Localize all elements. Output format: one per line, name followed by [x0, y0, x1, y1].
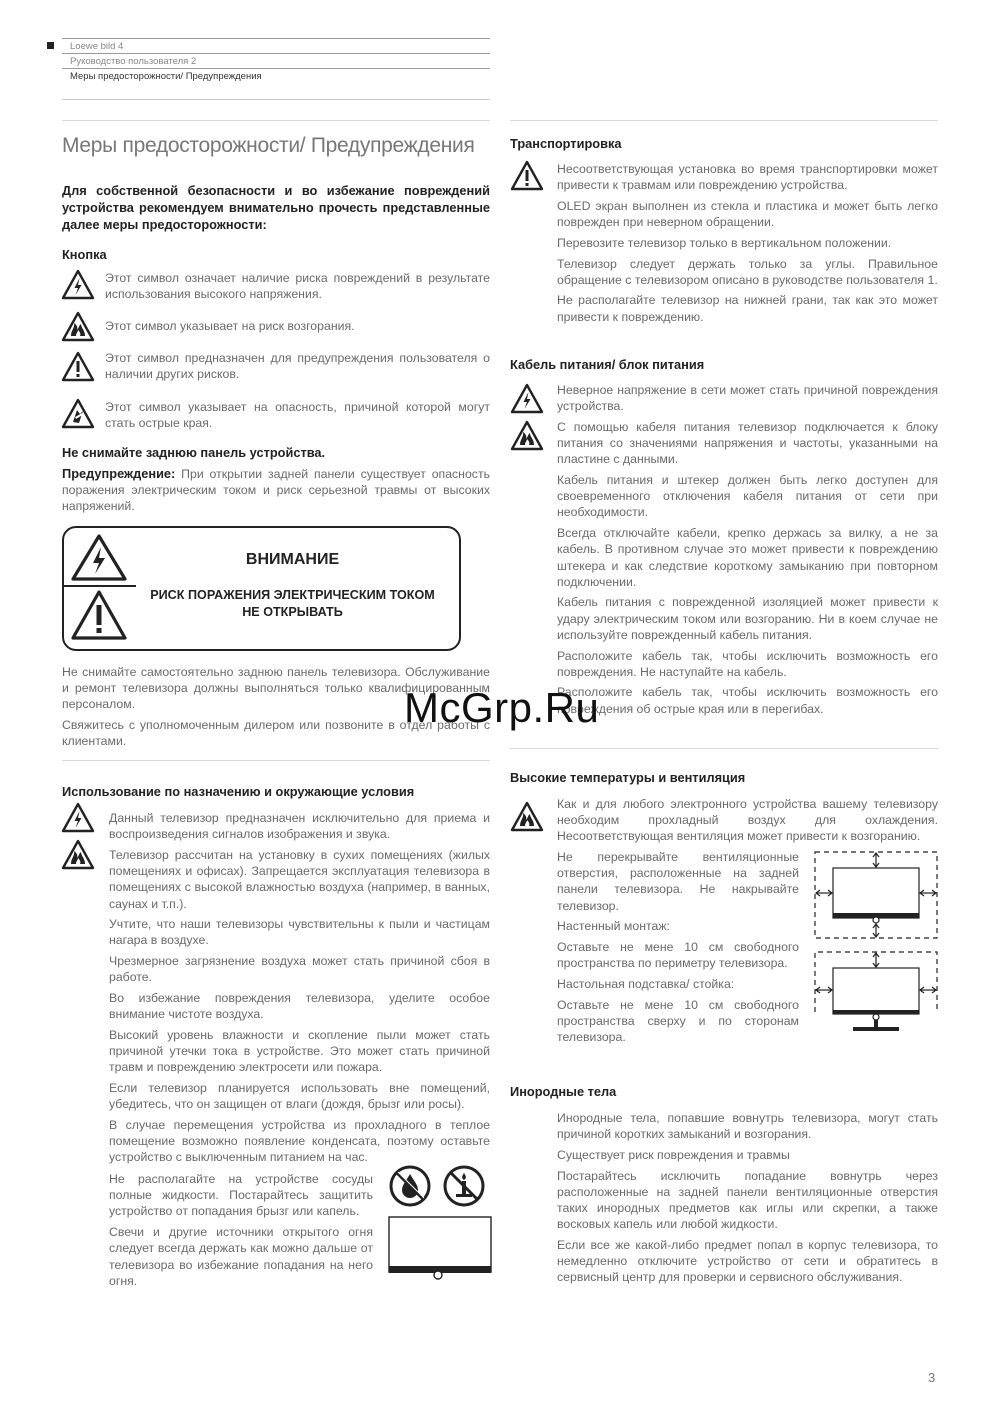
transport-paragraph: Телевизор следует держать только за углы. Правильное обращение с телевизором описано в руководстве пользователя 1.	[557, 256, 938, 287]
header-manual: Руководство пользователя 2	[70, 56, 197, 67]
usage-narrow-text	[109, 1171, 373, 1293]
header-rule	[62, 53, 490, 54]
page-number: 3	[928, 1370, 936, 1385]
usage-paragraph: Чрезмерное загрязнение воздуха может стать причиной сбоя в работе.	[109, 954, 490, 985]
foreign-paragraph: Постарайтесь исключить попадание вовнутрь через расположенные на задней панели вентиляционные отверстия таких инородных предметов как иглы или скрепки, а также восковых капель или любой жидкости.	[557, 1168, 938, 1232]
knopka-item-voltage: Этот символ означает наличие риска повреждений в результате использования высокого напряжения.	[105, 271, 490, 302]
page-title: Меры предосторожности/ Предупреждения	[62, 134, 475, 157]
usage-paragraph: Не располагайте на устройстве сосуды полные жидкости. Постарайтесь защитить устройство от попадания брызг или капель.	[109, 1172, 373, 1219]
wall-mount-clearance-diagram	[813, 850, 939, 940]
watermark: McGrp.Ru	[404, 684, 600, 731]
knopka-heading: Кнопка	[62, 247, 107, 262]
power-paragraph: Неверное напряжение в сети может стать причиной повреждения устройства.	[557, 383, 938, 414]
no-open-flame-icon	[442, 1164, 486, 1208]
usage-heading: Использование по назначению и окружающие условия	[62, 784, 415, 799]
high-voltage-icon	[61, 802, 95, 833]
heat-heading: Высокие температуры и вентиляция	[510, 770, 746, 785]
section-divider-right	[510, 748, 938, 749]
power-paragraph: Расположите кабель так, чтобы исключить возможность его повреждения. Не наступайте на кабель.	[557, 648, 938, 679]
usage-paragraph: Если телевизор планируется использовать вне помещений, убедитесь, что он защищен от влаги (дождя, брызг или росы).	[109, 1081, 490, 1112]
knopka-item-fire: Этот символ указывает на риск возгорания.	[105, 319, 355, 333]
top-divider-right	[510, 120, 938, 121]
sharp-edge-icon	[61, 398, 95, 429]
fire-icon	[510, 420, 544, 451]
top-divider-left	[62, 120, 490, 121]
no-liquid-icon	[388, 1164, 432, 1208]
warning-text: При открытии задней панели существует опасность поражения электрическим током и риск серьезной травмы от высоких напряжений.	[62, 467, 490, 514]
fire-icon	[61, 311, 95, 342]
header-brand: Loewe bild 4	[70, 41, 124, 52]
back-panel-p2: Свяжитесь с уполномоченным дилером или позвоните в отдел работы с клиентами.	[62, 718, 490, 749]
caution-box-divider	[64, 585, 136, 587]
header-bullet	[47, 42, 54, 49]
fire-icon	[510, 801, 544, 832]
power-paragraph: Расположите кабель так, чтобы исключить возможность его повреждения об острые края или в перегибах.	[557, 685, 938, 716]
heat-narrow-text	[557, 849, 799, 1050]
transport-text	[557, 161, 938, 329]
knopka-item-other: Этот символ предназначен для предупреждения пользователя о наличии других рисков.	[105, 351, 490, 382]
foreign-paragraph: Существует риск повреждения и травмы	[557, 1147, 790, 1162]
foreign-paragraph: Если все же какой-либо предмет попал в корпус телевизора, то немедленно отключите устройство от сети и обратитесь в сервисный центр для проверки и сервисного обслуживания.	[557, 1237, 938, 1285]
tv-front-illustration	[388, 1216, 492, 1282]
warning-icon	[510, 160, 544, 191]
header-rule	[62, 38, 490, 39]
high-voltage-icon	[61, 269, 95, 300]
heat-paragraph: Не перекрывайте вентиляционные отверстия, расположенные на задней панели телевизора. Не накрывайте телевизор.	[557, 850, 799, 913]
usage-paragraph: Свечи и другие источники открытого огня следует всегда держать как можно дальше от телевизора во избежание попадания на него огня.	[109, 1225, 373, 1288]
heat-p1: Как и для любого электронного устройства вашему телевизору необходим прохладный воздух для охлаждения. Несоответствующая вентиляция может привести к возгоранию.	[557, 797, 938, 844]
power-paragraph: С помощью кабеля питания телевизор подключается к блоку питания со значениями напряжения и частоты, указанными на пластине с данными.	[557, 419, 938, 467]
foreign-paragraph: Инородные тела, попавшие вовнутрь телевизора, могут стать причиной коротких замыканий и возгорания.	[557, 1111, 938, 1142]
usage-paragraph: Данный телевизор предназначен исключительно для приема и воспроизведения сигналов изображения и звука.	[109, 811, 490, 842]
heat-paragraph: Настенный монтаж:	[557, 919, 670, 934]
usage-paragraph: Высокий уровень влажности и скопление пыли может стать причиной утечки тока в устройстве. Это может стать причиной травм и повреждению электросети или пожара.	[109, 1027, 490, 1075]
section-divider-left	[62, 760, 490, 761]
transport-heading: Транспортировка	[510, 136, 622, 151]
usage-paragraph: Учтите, что наши телевизоры чувствительны к пыли и частицам нагара в воздухе.	[109, 917, 490, 948]
stand-clearance-diagram	[813, 950, 939, 1032]
usage-paragraph: Во избежание повреждения телевизора, уделите особое внимание чистоте воздуха.	[109, 991, 490, 1022]
header-rule	[62, 68, 490, 69]
caution-line2: НЕ ОТКРЫВАТЬ	[242, 605, 343, 619]
fire-icon	[61, 839, 95, 870]
heat-paragraph: Оставьте не мене 10 см свободного пространства сверху и по сторонам телевизора.	[557, 997, 799, 1045]
caution-line1: РИСК ПОРАЖЕНИЯ ЭЛЕКТРИЧЕСКИМ ТОКОМ	[150, 588, 435, 602]
header-section: Меры предосторожности/ Предупреждения	[70, 71, 262, 82]
transport-paragraph: OLED экран выполнен из стекла и пластика и может быть легко поврежден при неверном обращении.	[557, 198, 938, 230]
knopka-item-sharp: Этот символ указывает на опасность, причиной которой могут стать острые края.	[105, 400, 490, 431]
power-text	[557, 382, 938, 721]
power-heading: Кабель питания/ блок питания	[510, 357, 705, 372]
power-paragraph: Кабель питания и штекер должен быть легко доступен для своевременного отключения кабеля питания от сети при необходимости.	[557, 473, 938, 520]
warning-label: Предупреждение:	[62, 466, 176, 481]
usage-text	[109, 810, 490, 1170]
transport-paragraph: Несоответствующая установка во время транспортировки может привести к травмам или повреждению устройства.	[557, 162, 938, 193]
intro-text: Для собственной безопасности и во избежание повреждений устройства рекомендуем внимательно прочесть представленные далее меры предосторожности:	[62, 183, 490, 232]
caution-title: ВНИМАНИЕ	[245, 551, 340, 568]
header-rule	[62, 99, 490, 100]
warning-icon	[70, 589, 128, 641]
high-voltage-icon	[510, 383, 544, 414]
transport-paragraph: Перевозите телевизор только в вертикальном положении.	[557, 235, 892, 250]
high-voltage-icon	[70, 533, 128, 582]
warning-icon	[61, 351, 95, 382]
transport-paragraph: Не располагайте телевизор на нижней грани, так как это может привести к повреждению.	[557, 293, 938, 324]
usage-paragraph: В случае перемещения устройства из прохладного в теплое помещение возможно появление конденсата, поэтому оставьте устройство с выключенным питанием на час.	[109, 1117, 490, 1165]
heat-paragraph: Оставьте не мене 10 см свободного пространства по периметру телевизора.	[557, 940, 799, 971]
power-paragraph: Всегда отключайте кабели, крепко держась за вилку, а не за кабель. В противном случае это может привести к повреждению штекера и как следствие короткому замыканию при повторном подключении.	[557, 526, 938, 589]
power-paragraph: Кабель питания с поврежденной изоляцией может привести к удару электрическим током или возгоранию. Ни в коем случае не используйте поврежденный кабель питания.	[557, 595, 938, 642]
back-panel-p1: Не снимайте самостоятельно заднюю панель телевизора. Обслуживание и ремонт телевизора должны выполняться только квалифицированным персоналом.	[62, 665, 490, 712]
heat-paragraph: Настольная подставка/ стойка:	[557, 976, 735, 991]
usage-paragraph: Телевизор рассчитан на установку в сухих помещениях (жилых помещениях и офисах). Запрещается эксплуатация телевизора в помещениях с высокой влажностью воздуха (например, в ванных, саунах и т.п.).	[109, 847, 490, 911]
back-panel-warning	[62, 466, 490, 515]
foreign-heading: Инородные тела	[510, 1084, 617, 1099]
foreign-text	[557, 1110, 938, 1290]
back-panel-heading: Не снимайте заднюю панель устройства.	[62, 445, 326, 460]
